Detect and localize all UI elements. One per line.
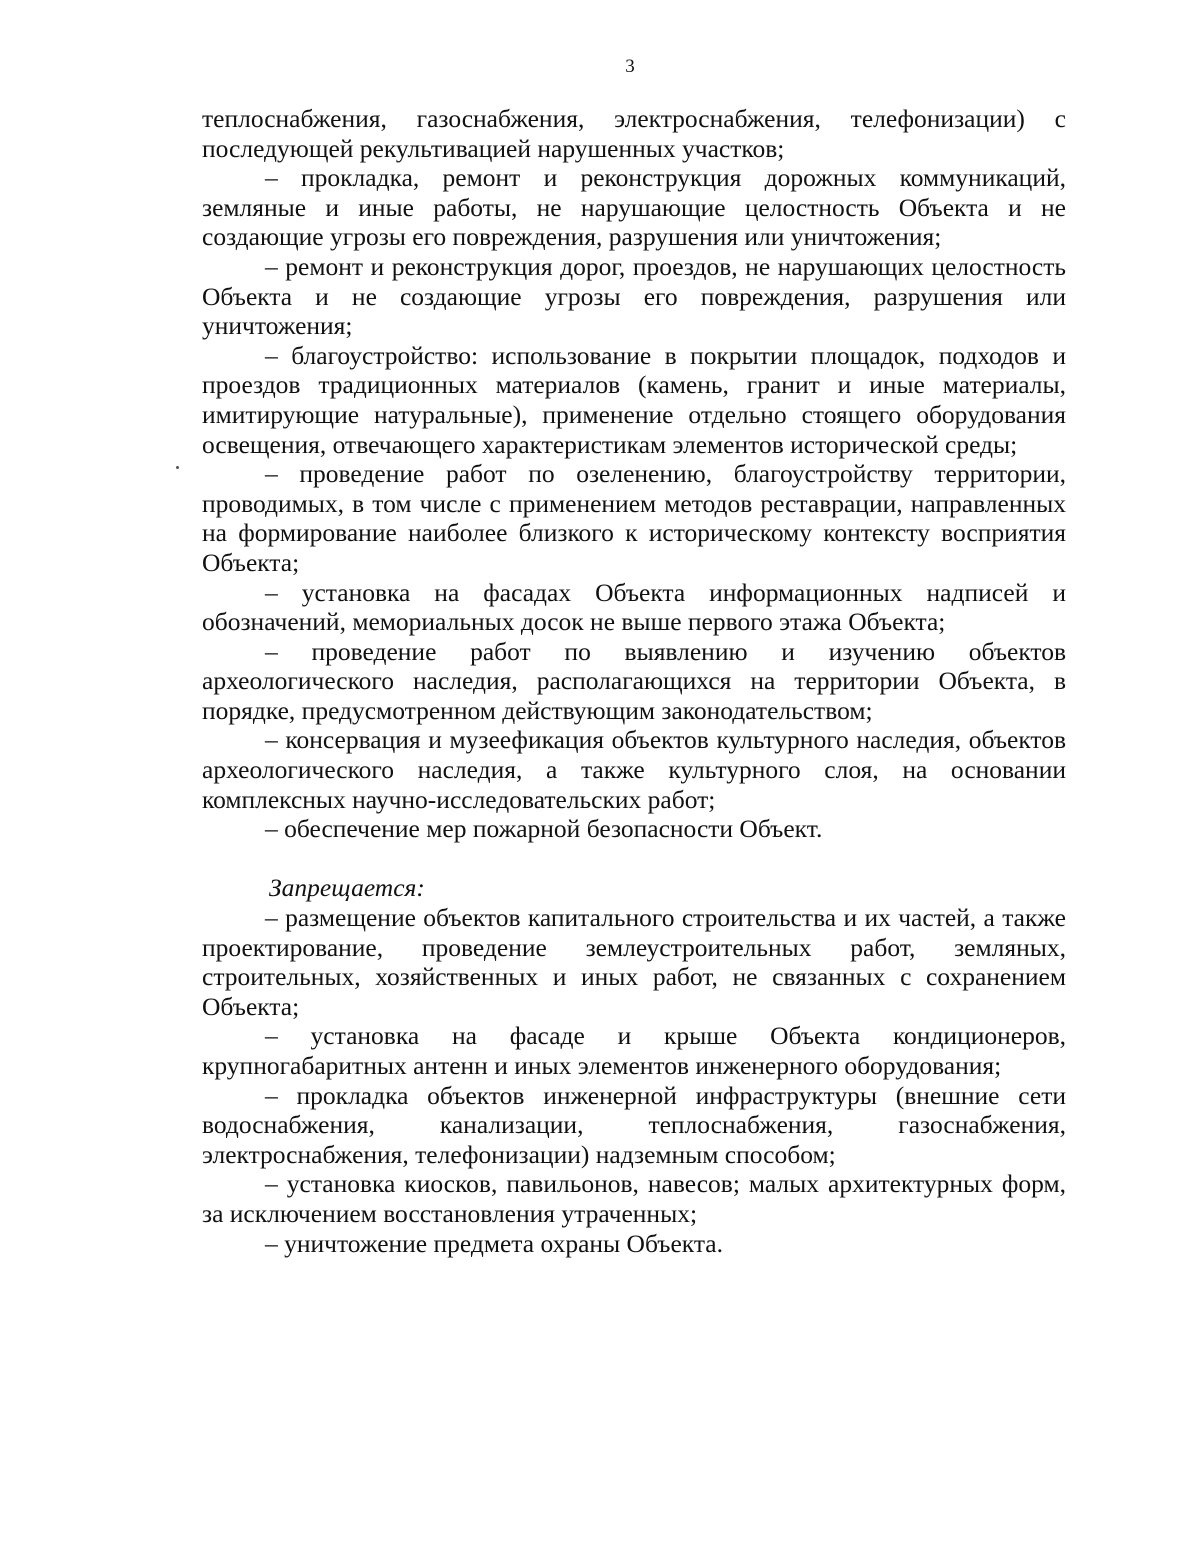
list-item: – установка на фасадах Объекта информационных надписей и обозначений, мемориальных досок не выше первого этажа Объекта; — [202, 577, 1066, 637]
allowed-works-list — [202, 104, 1066, 844]
list-item: – благоустройство: использование в покрытии площадок, подходов и проездов традиционных материалов (камень, гранит и иные материалы, имитирующие натуральные), применение отдельно стоящего оборудования освещения, отвечающего характеристикам элементов исторической среды; — [202, 340, 1066, 459]
list-item: – уничтожение предмета охраны Объекта. — [265, 1228, 724, 1258]
list-item: – размещение объектов капитального строительства и их частей, а также проектирование, проведение землеустроительных работ, земляных, строительных, хозяйственных и иных работ, не связанных с сохранением Объекта; — [202, 903, 1066, 1021]
prohibited-works-list — [202, 903, 1066, 1258]
section-heading-prohibited: Запрещается: — [269, 873, 425, 903]
list-item: – проведение работ по выявлению и изучению объектов археологического наследия, располагающихся на территории Объекта, в порядке, предусмотренном действующим законодательством; — [202, 636, 1066, 725]
list-item: – ремонт и реконструкция дорог, проездов, не нарушающих целостность Объекта и не создающие угрозы его повреждения, разрушения или уничтожения; — [202, 251, 1066, 341]
list-item: – прокладка объектов инженерной инфраструктуры (внешние сети водоснабжения, канализации, теплоснабжения, газоснабжения, электроснабжения, телефонизации) надземным способом; — [202, 1080, 1066, 1169]
list-item: – прокладка, ремонт и реконструкция дорожных коммуникаций, земляные и иные работы, не нарушающие целостность Объекта и не создающие угрозы его повреждения, разрушения или уничтожения; — [202, 163, 1066, 252]
scan-speck — [176, 466, 179, 469]
list-item: – установка киосков, павильонов, навесов; малых архитектурных форм, за исключением восстановления утраченных; — [202, 1169, 1066, 1228]
document-body — [202, 104, 1066, 1258]
list-item: теплоснабжения, газоснабжения, электроснабжения, телефонизации) с последующей рекультивацией нарушенных участков; — [202, 104, 1066, 163]
page-number: 3 — [625, 56, 635, 77]
list-item: – проведение работ по озеленению, благоустройству территории, проводимых, в том числе с применением методов реставрации, направленных на формирование наиболее близкого к историческому контексту восприятия Объекта; — [202, 459, 1066, 577]
list-item: – установка на фасаде и крыше Объекта кондиционеров, крупногабаритных антенн и иных элементов инженерного оборудования; — [202, 1021, 1066, 1080]
list-item: – консервация и музеефикация объектов культурного наследия, объектов археологического наследия, а также культурного слоя, на основании комплексных научно-исследовательских работ; — [202, 725, 1066, 814]
list-item: – обеспечение мер пожарной безопасности Объект. — [265, 814, 823, 844]
